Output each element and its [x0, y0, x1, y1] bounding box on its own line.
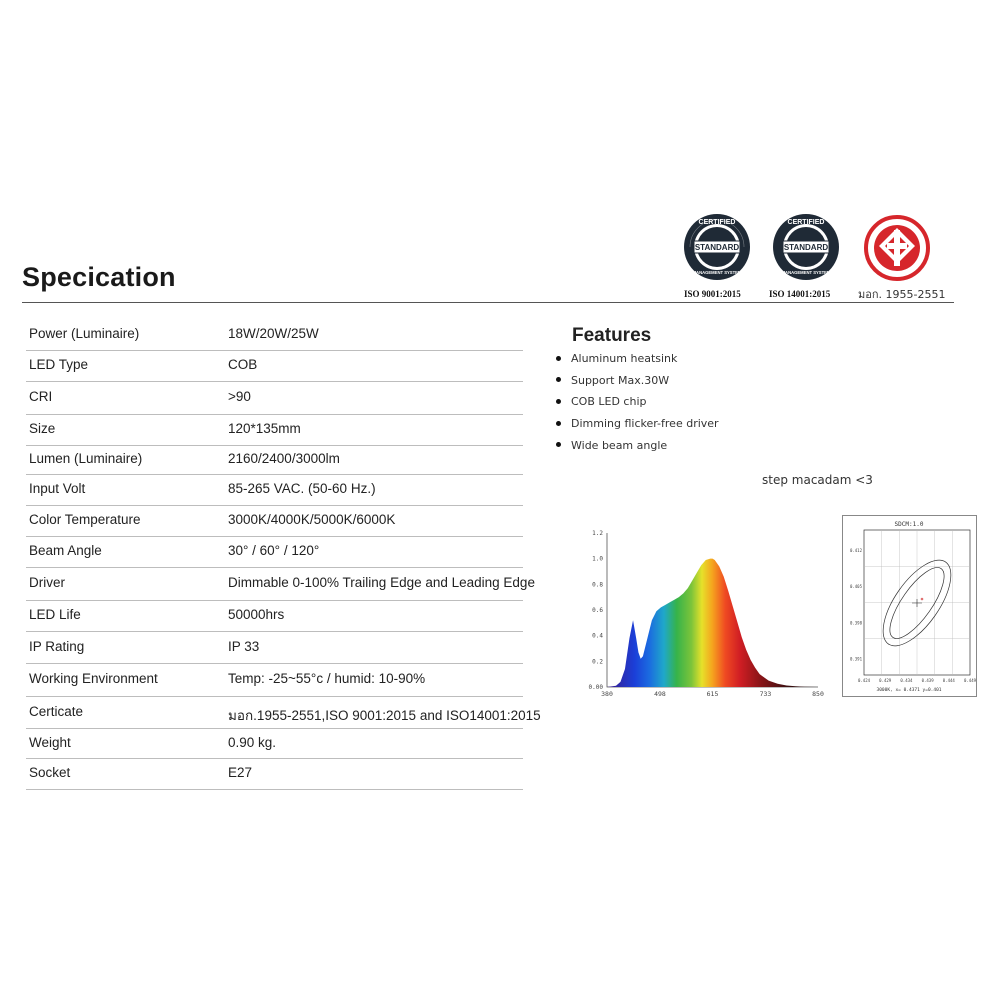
cie-y-tick-label: 0.398	[849, 620, 862, 626]
cie-x-tick-label: 0.439	[921, 678, 934, 683]
spectrum-area	[607, 559, 818, 687]
spec-label: Certicate	[29, 703, 84, 719]
cie-x-tick-label: 0.424	[857, 678, 871, 683]
feature-text: Dimming flicker-free driver	[571, 417, 719, 431]
cie-x-tick-label: 0.434	[900, 678, 913, 683]
feature-item	[556, 374, 669, 387]
y-tick-label: 0.4	[592, 632, 603, 640]
tisi-caption: มอก. 1955-2551	[858, 288, 946, 301]
spec-row	[26, 759, 523, 790]
x-tick-label: 615	[706, 690, 719, 698]
spec-value: >90	[228, 389, 251, 404]
bullet-icon	[556, 356, 561, 361]
cie-x-tick-label: 0.429	[879, 678, 892, 683]
y-tick-label: 0.6	[592, 607, 603, 614]
cie-footer: 3000K, x= 0.4371 y=0.401	[876, 688, 942, 693]
spec-label: Driver	[29, 575, 65, 590]
cie-y-tick-label: 0.391	[849, 656, 862, 662]
cie-y-tick-label: 0.412	[849, 547, 862, 553]
spec-row	[26, 320, 523, 351]
spec-value: E27	[228, 765, 253, 780]
bullet-icon	[556, 377, 561, 382]
spec-label: Lumen (Luminaire)	[29, 451, 143, 466]
svg-text:STANDARD: STANDARD	[694, 243, 740, 252]
spec-value: 18W/20W/25W	[228, 326, 319, 341]
spec-value: 85-265 VAC. (50-60 Hz.)	[228, 481, 376, 496]
bullet-icon	[556, 421, 561, 426]
spec-value: 0.90 kg.	[228, 734, 277, 750]
feature-text: COB LED chip	[571, 395, 647, 409]
bullet-icon	[556, 399, 561, 404]
spec-label: Beam Angle	[29, 543, 102, 558]
macadam-label: step macadam <3	[762, 473, 873, 487]
spec-row	[26, 351, 523, 382]
cie-x-tick-label: 0.444	[942, 678, 955, 683]
spec-row	[26, 475, 523, 506]
x-tick-label: 733	[759, 690, 772, 698]
feature-item	[556, 417, 719, 430]
spec-value: 50000hrs	[228, 607, 285, 622]
spec-row	[26, 632, 523, 664]
spec-value: IP 33	[228, 638, 260, 654]
spec-value: Temp: -25~55°c / humid: 10-90%	[228, 671, 426, 686]
feature-text: Aluminum heatsink	[571, 352, 678, 365]
spec-label: Working Environment	[29, 671, 158, 686]
spec-row	[26, 697, 541, 729]
x-tick-label: 850	[812, 690, 824, 698]
feature-item	[556, 439, 667, 452]
svg-text:MANAGEMENT SYSTEM: MANAGEMENT SYSTEM	[692, 270, 742, 275]
feature-text: Support Max.30W	[571, 373, 670, 387]
spec-label: CRI	[29, 389, 53, 404]
spec-value: 120*135mm	[228, 421, 301, 436]
feature-text: Wide beam angle	[571, 438, 668, 452]
spec-row	[26, 537, 523, 568]
bullet-icon	[556, 442, 561, 447]
spec-label: LED Life	[29, 607, 81, 622]
spec-row	[26, 506, 523, 537]
y-tick-label: 1.2	[592, 530, 603, 537]
cie-title: SDCM:1.0	[894, 521, 924, 528]
spec-value: 2160/2400/3000lm	[228, 451, 340, 466]
iso-14001-caption: ISO 14001:2015	[769, 289, 831, 299]
spec-label: Color Temperature	[29, 512, 141, 527]
spec-table	[26, 320, 541, 790]
spec-row	[26, 601, 523, 632]
svg-text:STANDARD: STANDARD	[783, 243, 829, 252]
spec-row	[26, 664, 523, 697]
y-tick-label: 0.00	[588, 684, 603, 691]
y-tick-label: 1.0	[592, 555, 603, 563]
title-divider	[22, 302, 954, 303]
features-title: Features	[572, 325, 652, 346]
feature-item	[556, 395, 647, 408]
spec-row	[26, 382, 523, 415]
spec-value: COB	[228, 357, 258, 372]
spectrum-chart	[585, 525, 830, 700]
spec-label: Power (Luminaire)	[29, 326, 140, 341]
svg-text:CERTIFIED: CERTIFIED	[787, 219, 825, 226]
spec-row	[26, 415, 523, 446]
spec-value: 30° / 60° / 120°	[228, 543, 320, 558]
iso-9001-caption: ISO 9001:2015	[684, 289, 741, 299]
spec-value: มอก.1955-2551,ISO 9001:2015 and ISO14001:2015	[228, 707, 541, 723]
spec-label: Input Volt	[29, 481, 86, 496]
page-title: Specication	[22, 262, 176, 292]
svg-text:CERTIFIED: CERTIFIED	[698, 219, 736, 226]
spec-row	[26, 729, 523, 759]
spec-row	[26, 446, 523, 475]
x-tick-label: 498	[654, 690, 666, 698]
svg-text:MANAGEMENT SYSTEM: MANAGEMENT SYSTEM	[781, 270, 831, 275]
spec-label: Size	[29, 421, 56, 436]
spec-label: Socket	[29, 765, 71, 780]
iso-9001-seal	[682, 212, 752, 282]
spec-label: IP Rating	[29, 638, 85, 654]
spec-label: Weight	[29, 734, 71, 750]
spec-row	[26, 568, 535, 601]
spec-label: LED Type	[29, 357, 89, 372]
feature-item	[556, 352, 677, 365]
spec-value: Dimmable 0-100% Trailing Edge and Leading Edge	[228, 575, 535, 590]
cie-y-tick-label: 0.405	[849, 584, 862, 589]
x-tick-label: 380	[601, 690, 613, 698]
cie-x-tick-label: 0.449	[963, 678, 977, 683]
iso-14001-seal	[771, 212, 841, 282]
y-tick-label: 0.2	[592, 658, 603, 666]
spec-value: 3000K/4000K/5000K/6000K	[228, 512, 396, 527]
y-tick-label: 0.8	[592, 581, 603, 589]
measured-point	[921, 598, 924, 601]
macadam-ellipse-chart	[842, 515, 977, 697]
tisi-mark-icon	[863, 214, 931, 282]
